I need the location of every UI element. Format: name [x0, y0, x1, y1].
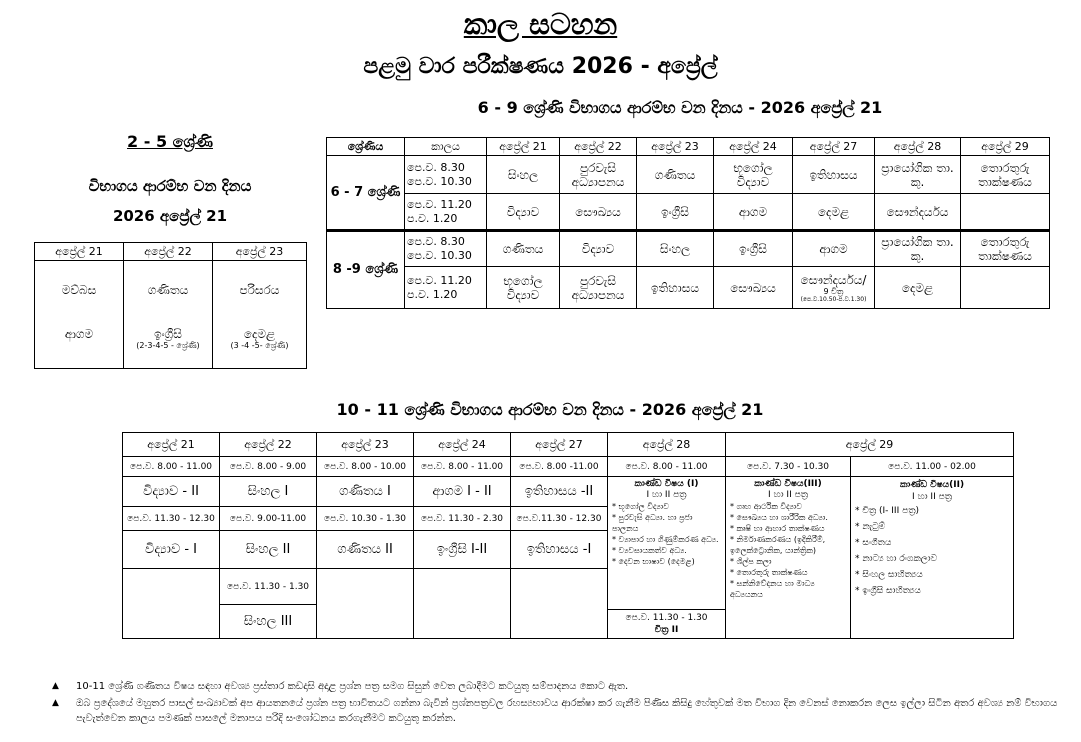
g1011-empty-cell	[414, 569, 511, 639]
g1011-subject: සිංහල II	[220, 531, 317, 569]
basket-3-item: * කෘෂි හා ආහාර තාක්ෂණය	[730, 524, 825, 533]
g1011-header-date: අප්‍රේල් 28	[608, 433, 726, 457]
basket-3-heading: කාණ්ඩ විෂය(III)	[754, 479, 822, 489]
grade-10-11-heading: 10 - 11 ශ්‍රේණි විභාගය ආරම්භ වන දිනය - 2026 අප්‍රේල් 21	[336, 400, 764, 419]
g1011-time-slot: පෙ.ව. 11.00 - 02.00	[851, 457, 1014, 477]
grade-2-5-title: 2 - 5 ශ්‍රේණි	[127, 132, 213, 151]
g69-subject: ඉතිහාසය	[793, 156, 875, 194]
basket-1-art-time: පෙ.ව. 11.30 - 1.30	[625, 613, 708, 623]
basket-3-item: * තොරතුරු තාක්ෂණය	[730, 568, 808, 577]
grade-2-5-start-label: විභාගය ආරම්භ වන දිනය	[88, 177, 252, 195]
basket-1-art-paper: චිත්‍ර II	[654, 625, 679, 635]
g1011-header-date: අප්‍රේල් 22	[220, 433, 317, 457]
g69-time-slot: පෙ.ව. 11.20 ප.ව. 1.20	[405, 267, 487, 309]
basket-2-papers: I හා II පත්‍ර	[912, 492, 952, 502]
g69-grade-6-7: 6 - 7 ශ්‍රේණි	[327, 156, 405, 231]
grade-10-11-table	[122, 432, 1014, 639]
g25-day2-cell	[124, 261, 213, 369]
grade-2-5-table	[34, 242, 307, 369]
g1011-subject: ඉංග්‍රීසි I-II	[414, 531, 511, 569]
basket-2-item: * ඉංග්‍රීසි සාහිත්‍යය	[855, 586, 921, 596]
g69-subject: තොරතුරු තාක්ෂණය	[961, 156, 1050, 194]
g25-subject-note: (3 -4 -5- ශ්‍රේණි)	[230, 341, 289, 350]
g25-subject: පරිසරය	[239, 283, 280, 297]
g1011-basket-3-cell	[726, 477, 851, 639]
g1011-subject: ඉතිහාසය -I	[511, 531, 608, 569]
basket-3-item: * ගෘහ ආර්ථික විද්‍යාව	[730, 502, 803, 511]
g25-subject-note: (2-3-4-5 - ශ්‍රේණි)	[136, 341, 200, 350]
g1011-time-slot: පෙ.ව. 11.30 - 1.30	[220, 569, 317, 605]
g69-subject: විද්‍යාව	[560, 231, 637, 267]
basket-1-heading: කාණ්ඩ විෂය (I)	[634, 479, 699, 489]
g69-subject: විද්‍යාව	[487, 194, 560, 231]
g25-day1-cell	[35, 261, 124, 369]
g25-day3-cell	[213, 261, 307, 369]
g69-subject: ඉංග්‍රීසි	[637, 194, 714, 231]
g69-header-date: අප්‍රේල් 24	[714, 138, 793, 156]
note-text: ඔබ ප්‍රදේශයේ මහුතර පාසල් සංඛ්‍යාවක් අප ආයතනයේ ප්‍රශ්න පත්‍ර භාවිතයට ගන්නා බැවින් ප්‍රශ්නපත්‍රවල රහස්‍යභාවය ආරක්ෂා කර ගැනීම පිණිස කිසිදු හේතුවක් මත විභාග දින වෙනස් නොකරන ලෙස ඉල්ලා සිටින අතර අවශ්‍ය නම් විභාගය පැවැත්වෙන කාලය පමණක් පාසලේ මනාපය පරිදි සංශෝධනය කරගැනීමට කටයුතු කරන්න.	[76, 698, 1058, 724]
basket-2-item: * සංගීතය	[855, 538, 892, 548]
g69-subject: සිංහල	[637, 231, 714, 267]
g1011-time-slot: පෙ.ව. 8.00 - 9.00	[220, 457, 317, 477]
g69-aesthetics-time: (පෙ.ව.10.50-ප.ව.1.30)	[800, 295, 867, 303]
basket-1-papers: I හා II පත්‍ර	[646, 490, 687, 500]
g69-subject: සෞඛ්‍යය	[560, 194, 637, 231]
grade-6-9-heading: 6 - 9 ශ්‍රේණි විභාගය ආරම්භ වන දිනය - 2026 අප්‍රේල් 21	[477, 98, 883, 117]
g1011-empty-cell	[511, 569, 608, 639]
g1011-basket-2-cell	[851, 477, 1014, 639]
grade-6-9-table	[326, 137, 1050, 309]
g69-aesthetics-main: සෞන්දර්යය/	[800, 272, 867, 287]
g1011-empty-cell	[123, 569, 220, 639]
g25-header-cell: අප්‍රේල් 21	[35, 243, 124, 261]
basket-1-item: * භූගෝල විද්‍යාව	[612, 502, 669, 511]
g69-subject: භූගෝල විද්‍යාව	[714, 156, 793, 194]
basket-1-item: * පුරවැසි අධ්‍යා. හා ප්‍රජා පාලනය	[612, 513, 693, 533]
g1011-time-slot: පෙ.ව. 8.00 - 11.00	[123, 457, 220, 477]
basket-2-heading: කාණ්ඩ විෂය(II)	[899, 480, 965, 490]
g69-subject: තොරතුරු තාක්ෂණය	[961, 231, 1050, 267]
g25-subject: ඉංග්‍රීසි	[154, 327, 182, 341]
g1011-header-date: අප්‍රේල් 21	[123, 433, 220, 457]
g69-subject: ආගම	[714, 194, 793, 231]
g25-subject: දෙමළ	[243, 327, 276, 341]
basket-1-item: * දෙවන භාෂාව (දෙමළ)	[612, 557, 695, 566]
g69-subject: ගණිතය	[637, 156, 714, 194]
grade-2-5-start-date: 2026 අප්‍රේල් 21	[112, 207, 228, 225]
g1011-subject: සිංහල III	[220, 605, 317, 639]
g1011-subject: ආගම I - II	[414, 477, 511, 507]
g69-subject: භූගෝල විද්‍යාව	[487, 267, 560, 309]
g1011-time-slot: පෙ.ව. 8.00 - 10.00	[317, 457, 414, 477]
basket-2-item: * සිංහල සාහිත්‍යය	[855, 570, 923, 580]
g1011-time-slot: පෙ.ව. 8.00 - 11.00	[414, 457, 511, 477]
g1011-header-date: අප්‍රේල් 23	[317, 433, 414, 457]
page-title: කාල සටහන	[463, 7, 618, 41]
basket-3-item: * සන්නිවේදනය හා මාධ්‍ය අධ්‍යයනය	[730, 579, 815, 599]
g69-subject: ප්‍රායෝගික තා. කු.	[875, 231, 961, 267]
note-text: 10-11 ශ්‍රේණි ගණිතය විෂය සඳහා අවශ්‍ය ප්‍රස්තාර කඩදාසි අදාළ ප්‍රශ්න පත්‍ර සමග සිසුන් වෙත ලබාදීමට කටයුතු සම්පාදනය කොට ඇත.	[76, 681, 629, 692]
g69-subject: ඉංග්‍රීසි	[714, 231, 793, 267]
g69-header-date: අප්‍රේල් 21	[487, 138, 560, 156]
g69-header-grade: ශ්‍රේණිය	[327, 138, 405, 156]
g1011-header-date: අප්‍රේල් 29	[726, 433, 1014, 457]
grade-2-5-heading	[30, 130, 310, 154]
g69-header-date: අප්‍රේල් 22	[560, 138, 637, 156]
g69-header-date: අප්‍රේල් 27	[793, 138, 875, 156]
triangle-bullet-icon: ▲	[52, 681, 59, 691]
g69-subject: දෙමළ	[875, 267, 961, 309]
g69-header-date: අප්‍රේල් 29	[961, 138, 1050, 156]
g69-subject-empty	[961, 267, 1050, 309]
triangle-bullet-icon: ▲	[52, 698, 59, 708]
page-subtitle: පළමු වාර පරීක්ෂණය 2026 - අප්‍රේල්	[363, 54, 718, 79]
g69-subject: පුරවැසි අධ්‍යාපනය	[560, 156, 637, 194]
basket-2-item: * නැටුම්	[855, 522, 886, 532]
g25-subject: ආගම	[64, 327, 94, 341]
basket-3-item: * ශිල්ප කලා	[730, 557, 772, 566]
note-item	[52, 679, 1062, 694]
g1011-subject: ගණිතය II	[317, 531, 414, 569]
basket-3-item: * නිර්මාණකරණය (ඉදිකිරීම්, ඉලෙක්ට්‍රොනික, යාන්ත්‍රික)	[730, 535, 826, 555]
g1011-subject: ඉතිහාසය -II	[511, 477, 608, 507]
g69-subject-aesthetics	[793, 267, 875, 309]
g69-subject: ආගම	[793, 231, 875, 267]
g1011-time-slot: පෙ.ව. 11.30 - 2.30	[414, 507, 511, 531]
g1011-subject: විද්‍යාව - I	[123, 531, 220, 569]
g69-subject: දෙමළ	[793, 194, 875, 231]
g69-subject: සෞඛ්‍යය	[714, 267, 793, 309]
g69-subject: ඉතිහාසය	[637, 267, 714, 309]
g69-aesthetics-art: 9 චිත්‍ර	[823, 286, 844, 296]
g69-subject: සිංහල	[487, 156, 560, 194]
g1011-time-slot: පෙ.ව. 10.30 - 1.30	[317, 507, 414, 531]
g25-header-cell: අප්‍රේල් 23	[213, 243, 307, 261]
g25-header-cell: අප්‍රේල් 22	[124, 243, 213, 261]
basket-1-item: * ව්‍යවසායකත්ව අධ්‍ය.	[612, 546, 687, 555]
g1011-time-slot: පෙ.ව. 8.00 -11.00	[511, 457, 608, 477]
g69-time-slot: පෙ.ව. 11.20 ප.ව. 1.20	[405, 194, 487, 231]
g1011-header-date: අප්‍රේල් 27	[511, 433, 608, 457]
basket-2-item: * නාට්‍ය හා රංගකලාව	[855, 554, 938, 564]
g69-subject: ගණිතය	[487, 231, 560, 267]
note-item	[52, 696, 1062, 726]
g69-subject: සෞන්දර්යය	[875, 194, 961, 231]
g1011-time-slot: පෙ.ව. 7.30 - 10.30	[726, 457, 851, 477]
g1011-basket-1-cell	[608, 477, 726, 639]
g69-subject: ප්‍රායෝගික තා. කු.	[875, 156, 961, 194]
g1011-time-slot: පෙ.ව.11.30 - 12.30	[511, 507, 608, 531]
g1011-subject: ගණිතය I	[317, 477, 414, 507]
g69-grade-8-9: 8 -9 ශ්‍රේණි	[327, 231, 405, 309]
basket-2-item: * චිත්‍ර (I- III පත්‍ර)	[855, 506, 920, 516]
g69-subject: පුරවැසි අධ්‍යාපනය	[560, 267, 637, 309]
notes	[52, 679, 1062, 726]
g69-header-date: අප්‍රේල් 28	[875, 138, 961, 156]
g69-subject-empty	[961, 194, 1050, 231]
g25-subject: ගණිතය	[147, 283, 189, 297]
g69-time-slot: පෙ.ව. 8.30 පෙ.ව. 10.30	[405, 231, 487, 267]
g25-subject: මව්බස	[61, 283, 97, 297]
g69-time-slot: පෙ.ව. 8.30 පෙ.ව. 10.30	[405, 156, 487, 194]
g1011-empty-cell	[317, 569, 414, 639]
g69-header-date: අප්‍රේල් 23	[637, 138, 714, 156]
basket-3-item: * සෞඛ්‍යය හා ශාරීරික අධ්‍යා.	[730, 513, 828, 522]
basket-1-item: * ව්‍යාපාර හා ගිණුම්කරණ අධ්‍ය.	[612, 535, 719, 544]
g69-header-time: කාලය	[405, 138, 487, 156]
g1011-header-date: අප්‍රේල් 24	[414, 433, 511, 457]
g1011-subject: සිංහල I	[220, 477, 317, 507]
g1011-time-slot: පෙ.ව. 11.30 - 12.30	[123, 507, 220, 531]
g1011-subject: විද්‍යාව - II	[123, 477, 220, 507]
g1011-time-slot: පෙ.ව. 8.00 - 11.00	[608, 457, 726, 477]
g1011-time-slot: පෙ.ව. 9.00-11.00	[220, 507, 317, 531]
basket-3-papers: I හා II පත්‍ර	[768, 490, 808, 500]
